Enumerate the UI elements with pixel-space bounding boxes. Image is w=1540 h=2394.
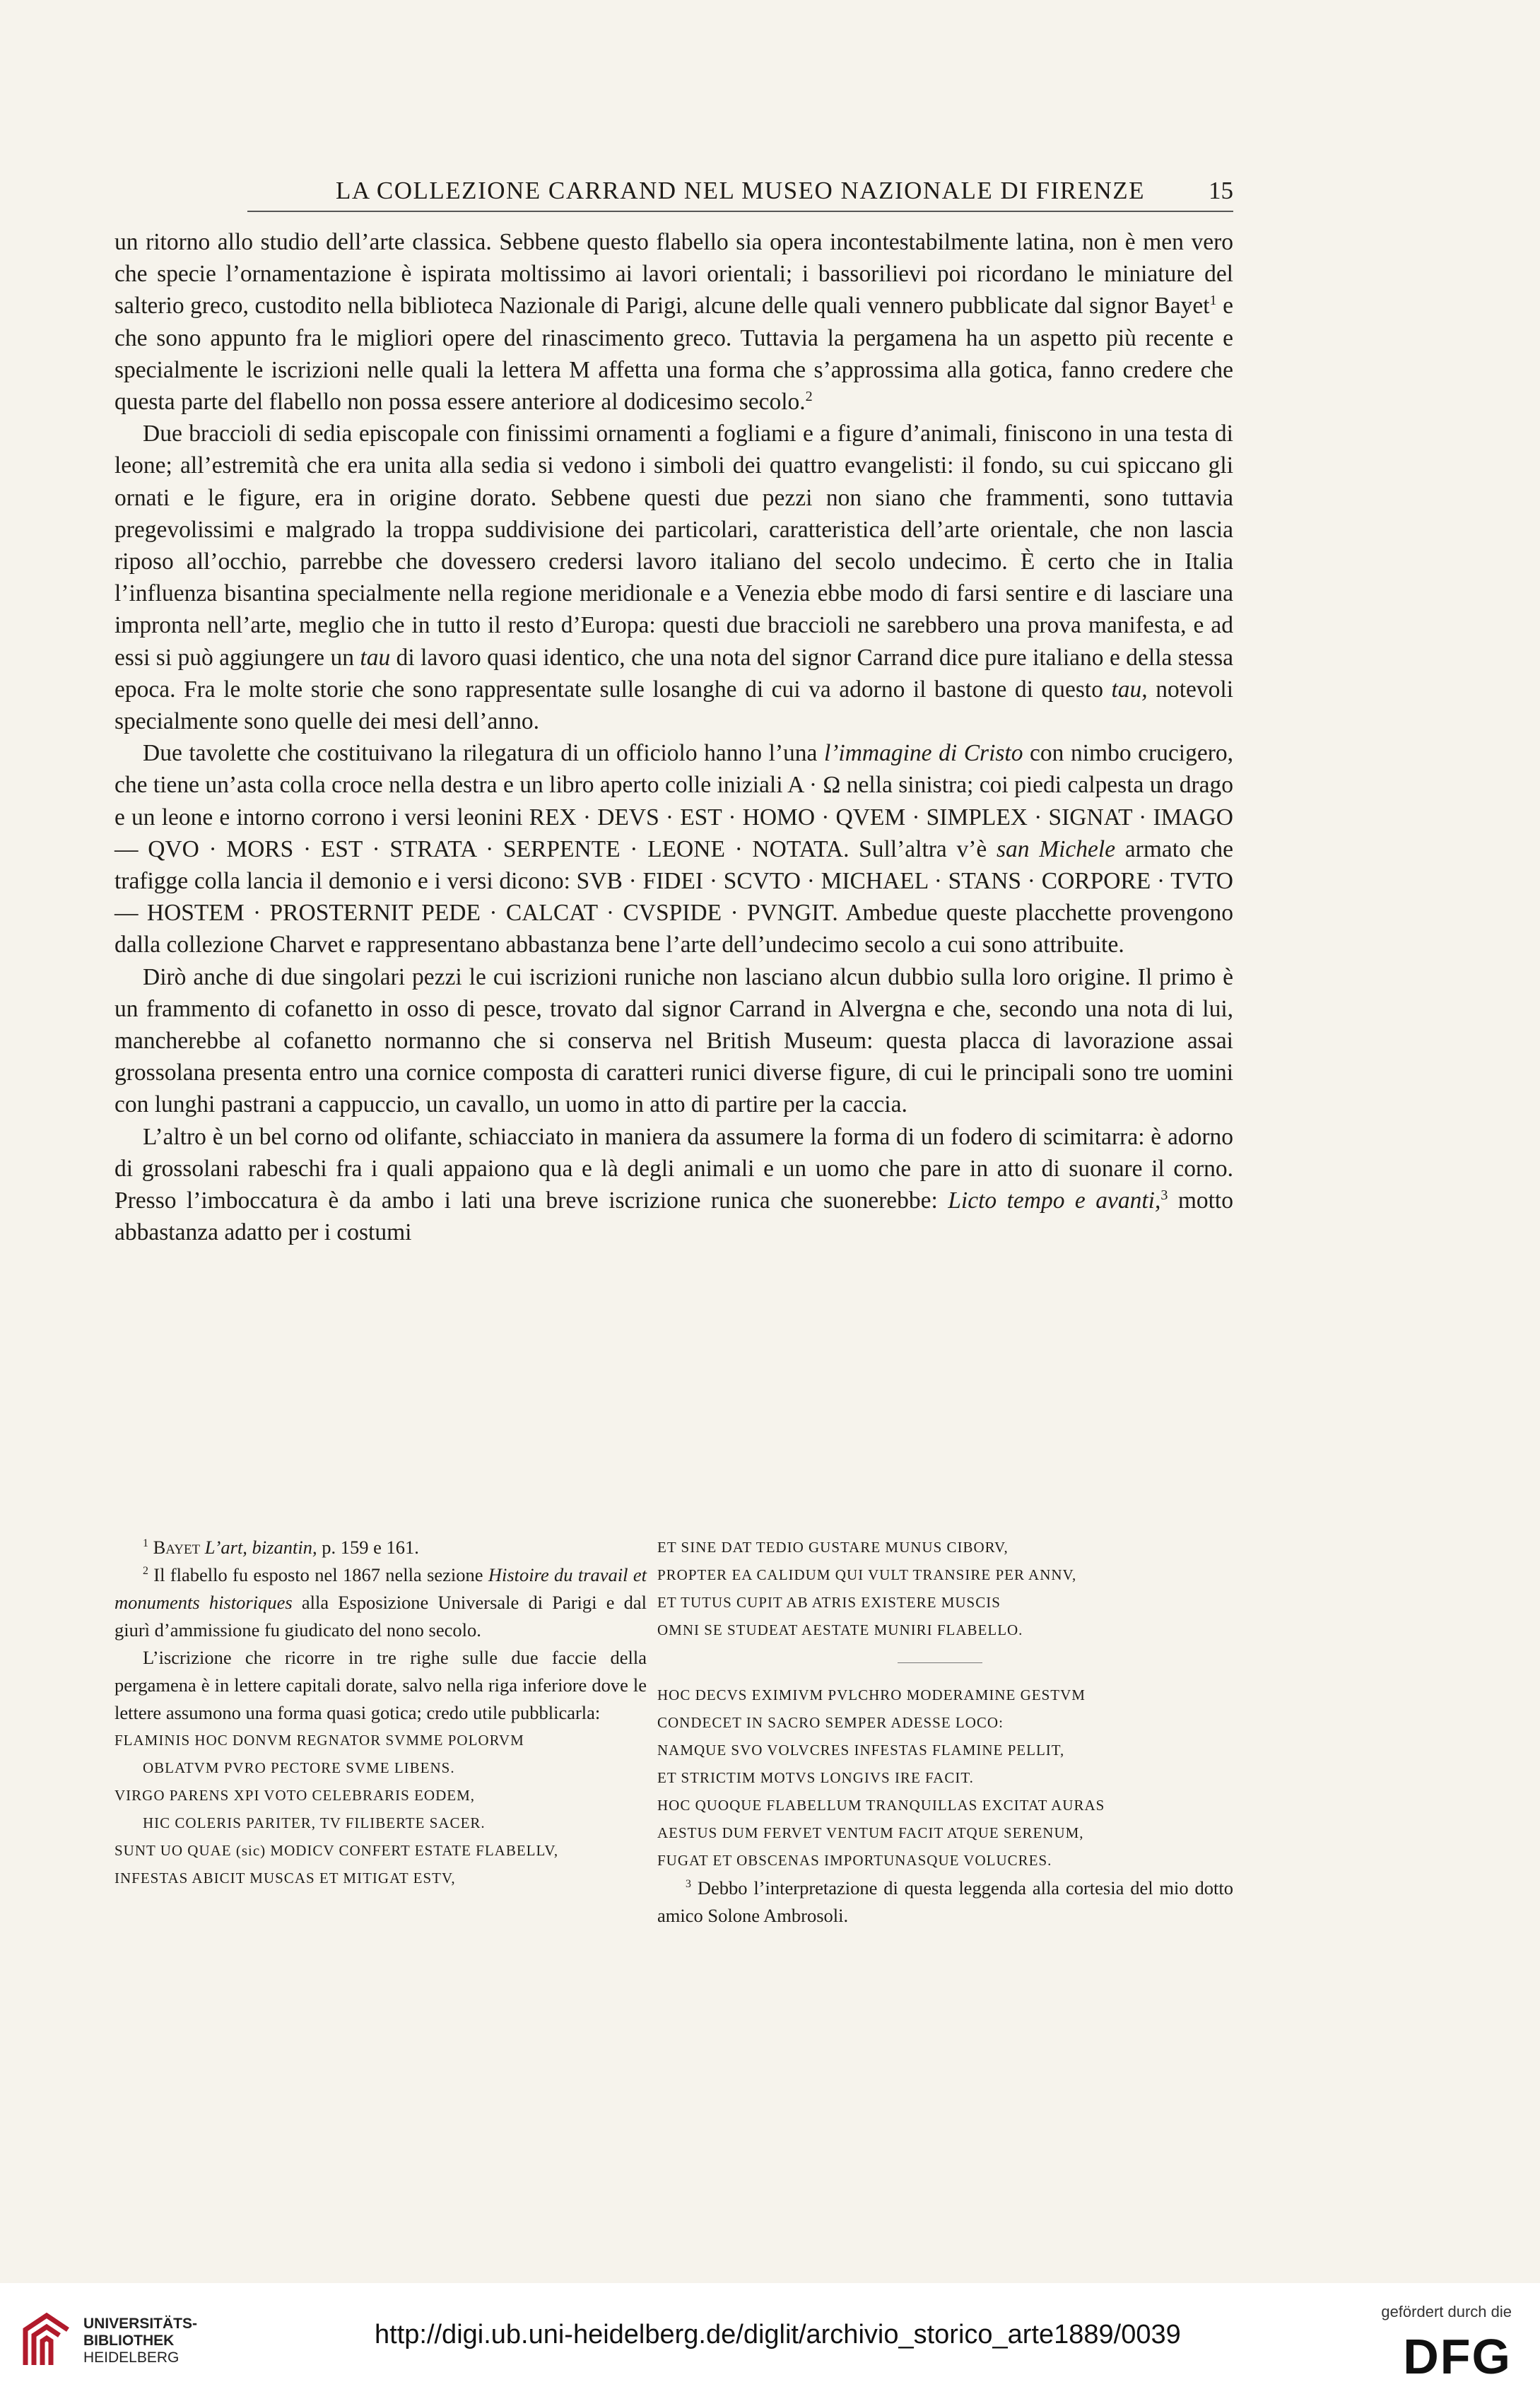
footnotes-right-column [657, 1534, 1233, 1930]
running-header [247, 177, 1233, 212]
footnote-ref-2: 2 [805, 388, 813, 404]
footnote-1: $^1$ Bayet L’art, bizantin, p. 159 e 161. [143, 1537, 419, 1558]
main-text [114, 226, 1233, 1249]
footnote-3: $^3$ Debbo l’interpretazione di questa leggenda alla cortesia del mio dotto amico Solone Ambrosoli. [657, 1877, 1233, 1926]
paragraph-3: Due tavolette che costituivano la rilegatura di un officiolo hanno l’una l’immagine di Cristo con nimbo crucigero, che tiene un’asta colla croce nella destra e un libro aperto colle iniziali A · Ω nella sinistra; coi piedi calpesta un drago e un leone e intorno corrono i versi leonini REX · DEVS · EST · HOMO · QVEM · SIMPLEX · SIGNAT · IMAGO — QVO · MORS · EST · STRATA · SERPENTE · LEONE · NOTATA. Sull’altra v’è san Michele armato che trafigge colla lancia il demonio e i versi dicono: SVB · FIDEI · SCVTO · MICHAEL · STANS · CORPORE · TVTO — HOSTEM · PROSTERNIT PEDE · CALCAT · CVSPIDE · PVNGIT. Ambedue queste placchette provengono dalla collezione Charvet e rappresentano abbastanza bene l’arte dell’undecimo secolo a cui sono attribuite. [114, 740, 1234, 958]
funding-note: gefördert durch die [1381, 2303, 1512, 2320]
dfg-logo: DFG [1403, 2329, 1512, 2384]
verse-line: CONDECET IN SACRO SEMPER ADESSE LOCO: [657, 1714, 1004, 1731]
verse-line: NAMQUE SVO VOLVCRES INFESTAS FLAMINE PELLIT, [657, 1742, 1065, 1759]
running-title: LA COLLEZIONE CARRAND NEL MUSEO NAZIONALE DI FIRENZE [335, 177, 1146, 204]
page-number: 15 [1209, 177, 1233, 204]
digitization-footer [0, 2283, 1540, 2394]
verse-line: FLAMINIS HOC DONVM REGNATOR SVMME POLORVM [114, 1732, 524, 1749]
verse-line: OMNI SE STUDEAT AESTATE MUNIRI FLABELLO. [657, 1621, 1023, 1638]
verse-line: HOC QUOQUE FLABELLUM TRANQUILLAS EXCITAT AURAS [657, 1797, 1105, 1814]
footnotes-left-column [114, 1534, 647, 1892]
verse-line: SUNT UO QUAE (sic) MODICV CONFERT ESTATE FLABELLV, [114, 1842, 559, 1859]
verse-line: FUGAT ET OBSCENAS IMPORTUNASQUE VOLUCRES. [657, 1852, 1052, 1869]
footnote-2: $^2$ Il flabello fu esposto nel 1867 nella sezione Histoire du travail et monuments historiques alla Esposizione Universale di Parigi e dal giurì d’ammissione fu giudicato del nono secolo. [114, 1564, 647, 1641]
paragraph-2: Due braccioli di sedia episcopale con finissimi ornamenti a fogliami e a figure d’animali, finiscono in una testa di leone; all’estremità che era unita alla sedia si vedono i simboli dei quattro evangelisti: il fondo, su cui spiccano gli ornati e le figure, era in origine dorato. Sebbene questi due pezzi non siano che frammenti, sono tuttavia pregevolissimi e malgrado la troppa suddivisione dei particolari, caratteristica dell’arte orientale, che non lascia riposo all’occhio, parrebbe che dovessero credersi lavoro italiano del secolo undecimo. È certo che in Italia l’influenza bisantina specialmente nella regione meridionale e a Venezia ebbe modo di farsi sentire e di lasciare una impronta nell’arte, meglio che in tutto il resto d’Europa: questi due braccioli ne sarebbero una prova manifesta, e ad essi si può aggiungere un tau di lavoro quasi identico, che una nota del signor Carrand dice pure italiano e della stessa epoca. Fra le molte storie che sono rappresentate sulle losanghe di cui va adorno il bastone di questo tau, notevoli specialmente sono quelle dei mesi dell’anno. [114, 421, 1234, 735]
footnote-2-continued: L’iscrizione che ricorre in tre righe sulle due faccie della pergamena è in lettere capitali dorate, salvo nella riga inferiore dove le lettere assumono una forma quasi gotica; credo utile pubblicarla: [114, 1647, 647, 1723]
library-name: UNIVERSITÄTS- BIBLIOTHEK HEIDELBERG [83, 2316, 198, 2366]
paragraph-1: un ritorno allo studio dell’arte classica. Sebbene questo flabello sia opera incontestabilmente latina, non è men vero che specie l’ornamentazione è ispirata moltissimo ai lavori orientali; i bassorilievi poi ricordano le miniature del salterio greco, custodito nella biblioteca Nazionale di Parigi, alcune delle quali vennero pubblicate dal signor Bayet$^1$ e che sono appunto fra le migliori opere del rinascimento greco. Tuttavia la pergamena ha un aspetto più recente e specialmente le iscrizioni nelle quali la lettera M affetta una forma che s’approssima alla gotica, fanno credere che questa parte del flabello non possa essere anteriore al dodicesimo secolo.$^2$ [114, 229, 1233, 416]
verse-line: ET STRICTIM MOTVS LONGIVS IRE FACIT. [657, 1769, 974, 1786]
source-url-link[interactable]: http://digi.ub.uni-heidelberg.de/diglit/archivio_storico_arte1889/0039 [375, 2320, 1181, 2349]
verse-line: ET TUTUS CUPIT AB ATRIS EXISTERE MUSCIS [657, 1594, 1001, 1611]
verse-line: PROPTER EA CALIDUM QUI VULT TRANSIRE PER ANNV, [657, 1566, 1077, 1583]
verse-line: INFESTAS ABICIT MUSCAS ET MITIGAT ESTV, [114, 1870, 456, 1887]
footnote-ref-3: 3 [1160, 1187, 1168, 1203]
verse-line: ET SINE DAT TEDIO GUSTARE MUNUS CIBORV, [657, 1539, 1009, 1556]
paragraph-4: Dirò anche di due singolari pezzi le cui iscrizioni runiche non lasciano alcun dubbio sulla loro origine. Il primo è un frammento di cofanetto in osso di pesce, trovato dal signor Carrand in Alvergna e che, secondo una nota di lui, mancherebbe al cofanetto normanno che si conserva nel British Museum: questa placca di lavorazione assai grossolana presenta entro una cornice composta di caratteri runici diverse figure, di cui le principali sono tre uomini con lunghi pastrani a cappuccio, un cavallo, un uomo in atto di partire per la caccia. [114, 963, 1233, 1118]
verse-line: AESTUS DUM FERVET VENTUM FACIT ATQUE SERENUM, [657, 1824, 1084, 1841]
verse-line: OBLATVM PVRO PECTORE SVME LIBENS. [143, 1759, 455, 1776]
section-divider [898, 1662, 982, 1663]
verse-line: VIRGO PARENS XPI VOTO CELEBRARIS EODEM, [114, 1787, 476, 1804]
footnote-ref-1: 1 [1209, 293, 1217, 309]
verse-line: HOC DECVS EXIMIVM PVLCHRO MODERAMINE GESTVM [657, 1686, 1086, 1703]
library-logo-icon [18, 2308, 75, 2372]
verse-line: HIC COLERIS PARITER, TV FILIBERTE SACER. [143, 1814, 486, 1831]
paragraph-5: L’altro è un bel corno od olifante, schiacciato in maniera da assumere la forma di un fodero di scimitarra: è adorno di grossolani rabeschi fra i quali appaiono qua e là degli animali e un uomo che pare in atto di suonare il corno. Presso l’imboccatura è da ambo i lati una breve iscrizione runica che suonerebbe: Licto tempo e avanti,$^3$ motto abbastanza adatto per i costumi [114, 1123, 1233, 1246]
